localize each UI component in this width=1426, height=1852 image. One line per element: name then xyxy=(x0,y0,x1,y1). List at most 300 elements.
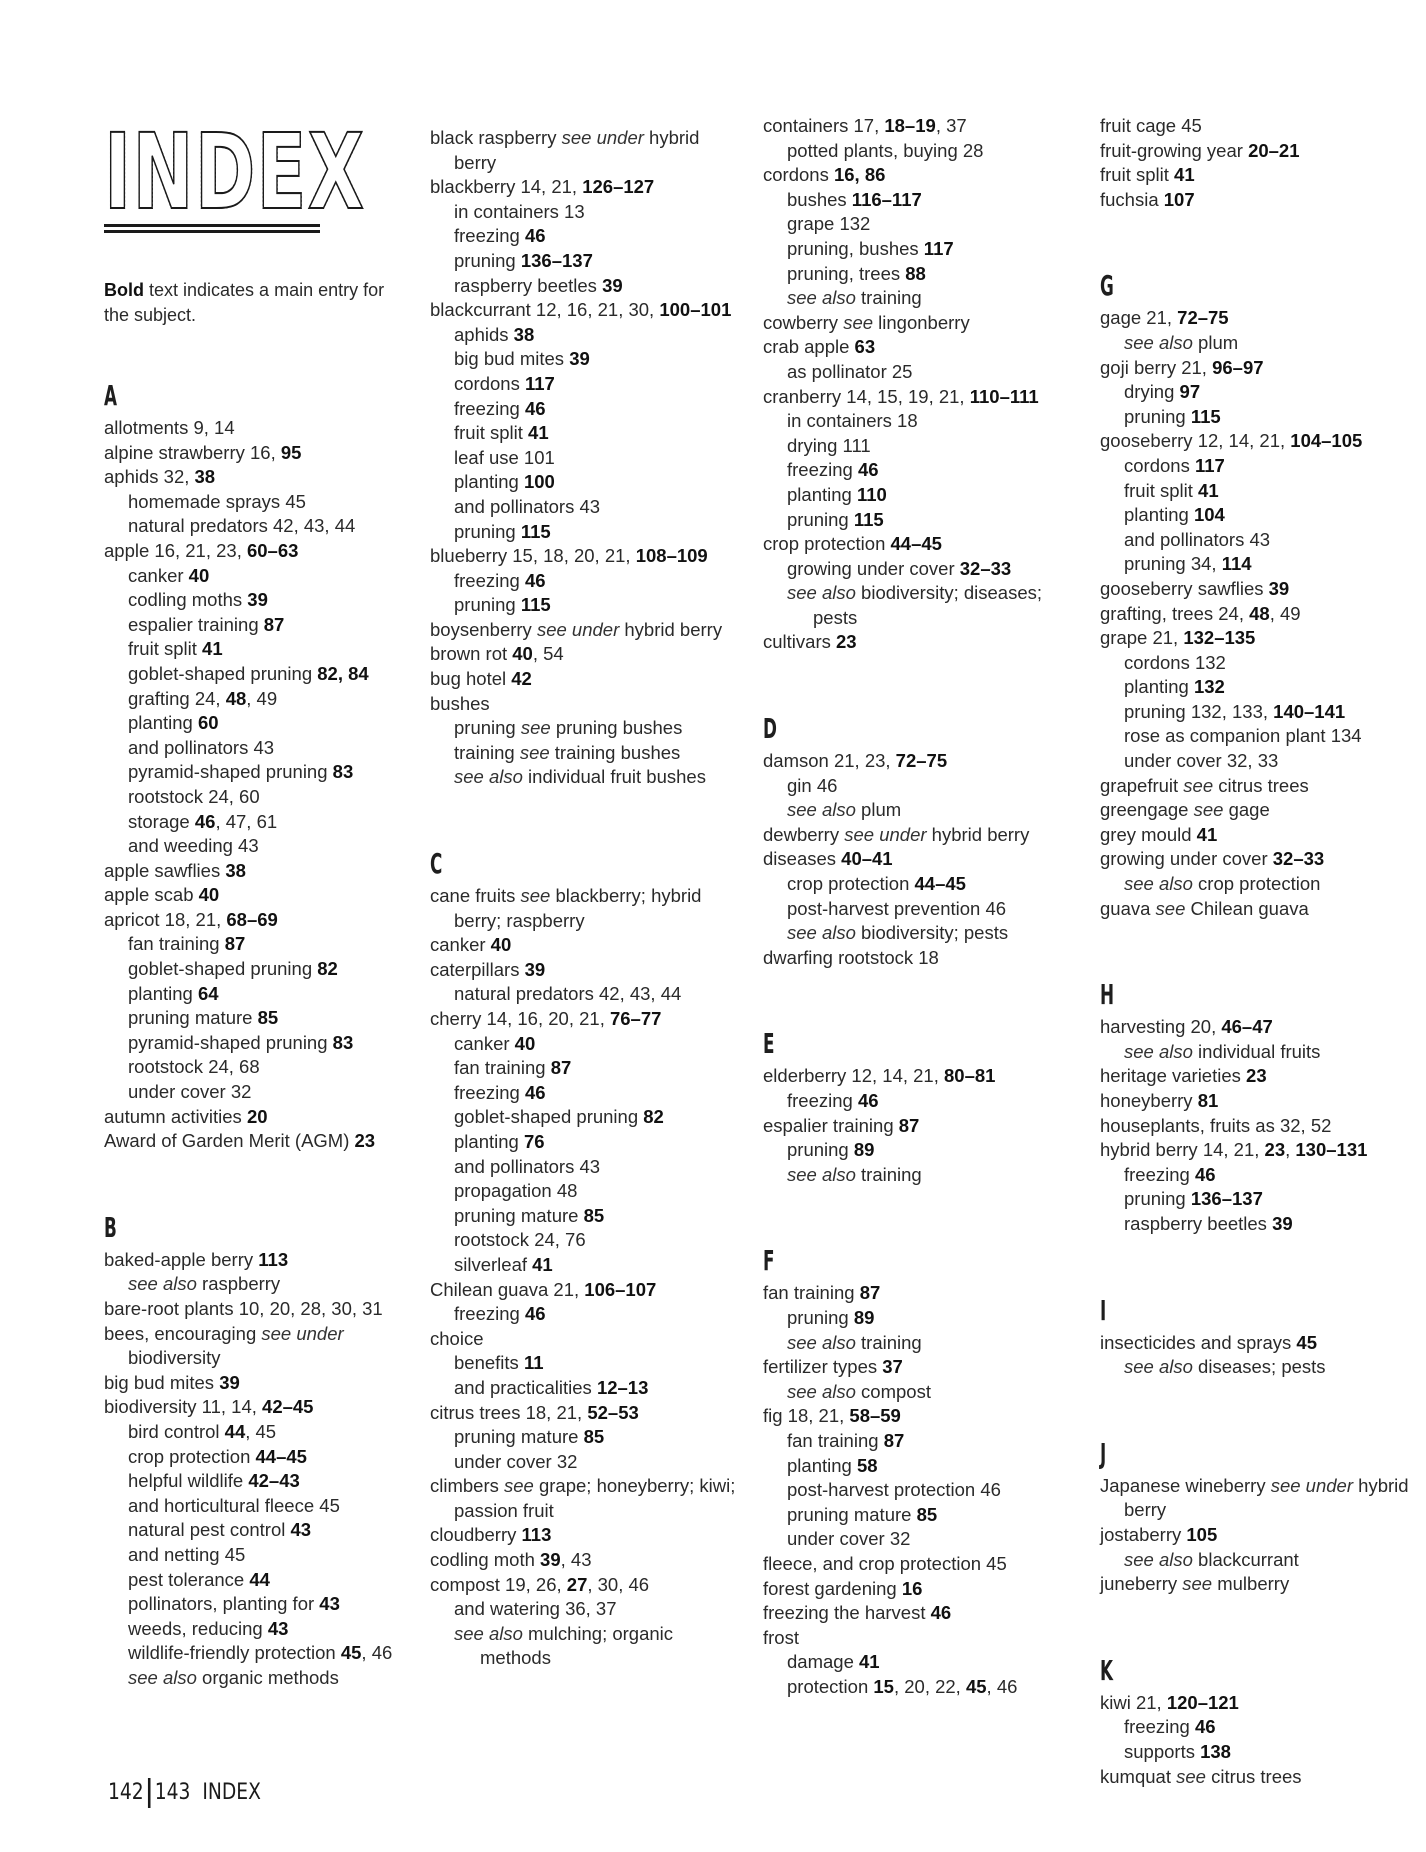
index-entry xyxy=(430,1474,740,1523)
index-entry xyxy=(430,667,740,692)
page-ref: 46 xyxy=(1194,1716,1216,1738)
page-ref: 136–137 xyxy=(1190,1188,1263,1210)
index-entry xyxy=(763,335,1073,360)
entry-text: cherry 14, 16, 20, 21, xyxy=(430,1008,610,1029)
entry-text-after: , 30, 46 xyxy=(587,1573,650,1595)
index-entry xyxy=(763,1404,1073,1429)
entry-text: Award of Garden Merit (AGM) xyxy=(104,1130,355,1152)
index-subentry xyxy=(430,741,740,766)
page-ref: 63 xyxy=(854,336,876,358)
page-ref: 41 xyxy=(859,1651,880,1673)
entry-text: fig 18, 21, xyxy=(763,1405,850,1427)
index-entry xyxy=(104,908,404,933)
page-ref: 40 xyxy=(198,884,220,906)
entry-text: silverleaf xyxy=(454,1253,533,1275)
index-section xyxy=(430,848,740,1671)
cross-reference: see xyxy=(1155,897,1186,919)
index-entry xyxy=(1100,188,1410,213)
entry-text: dewberry xyxy=(763,823,845,845)
index-entry xyxy=(430,175,740,200)
page-ref: 60–63 xyxy=(246,539,299,561)
page-ref: 23 xyxy=(1264,1139,1286,1161)
entry-text: freezing xyxy=(454,1303,525,1325)
index-subentry xyxy=(430,224,740,249)
index-entry xyxy=(1100,1064,1410,1089)
entry-text-after: , 47, 61 xyxy=(215,810,278,832)
index-entry xyxy=(763,823,1073,848)
index-subentry xyxy=(430,1056,740,1081)
index-entry xyxy=(104,1129,404,1154)
index-entry xyxy=(763,163,1073,188)
page-ref: 44–45 xyxy=(890,533,942,555)
cross-reference: see also xyxy=(454,766,523,788)
page-ref: 23 xyxy=(1246,1065,1267,1087)
index-subentry xyxy=(430,397,740,422)
index-section xyxy=(763,1028,1073,1187)
entry-text: fan training xyxy=(763,1282,860,1304)
index-subentry xyxy=(104,1080,404,1105)
entry-text: blackberry 14, 21, xyxy=(430,176,583,198)
page-ref: 46 xyxy=(194,810,216,832)
page-ref: 46 xyxy=(857,1090,879,1111)
index-entry xyxy=(763,1114,1073,1139)
entry-text-after: , 37 xyxy=(935,115,967,136)
index-subentry xyxy=(763,458,1073,483)
index-subentry xyxy=(430,1179,740,1204)
entry-text: damson 21, 23, xyxy=(763,750,896,772)
index-subentry xyxy=(430,372,740,397)
entry-text: apple sawflies xyxy=(104,859,226,881)
index-section xyxy=(763,1245,1073,1699)
cross-reference: see also xyxy=(128,1273,197,1295)
entry-text: storage xyxy=(128,810,195,832)
page-ref: 132 xyxy=(1193,676,1225,698)
entry-text: frost xyxy=(763,1626,799,1648)
entry-text: crop protection xyxy=(1192,873,1321,895)
entry-text: drying xyxy=(1124,381,1180,403)
entry-text: bird control xyxy=(128,1420,225,1442)
entry-text: as pollinator 25 xyxy=(787,360,913,382)
page-ref: 46 xyxy=(857,459,879,481)
entry-text: biodiversity 11, 14, xyxy=(104,1396,263,1418)
index-entry xyxy=(430,1278,740,1303)
page-ref: 87 xyxy=(550,1057,572,1079)
page-ref: 18–19 xyxy=(884,115,936,136)
index-subentry xyxy=(104,490,404,515)
page-ref: 96–97 xyxy=(1212,356,1264,378)
index-subentry xyxy=(763,1429,1073,1454)
index-entry xyxy=(763,847,1073,872)
page-ref: 85 xyxy=(583,1426,605,1448)
entry-text: and horticultural fleece 45 xyxy=(128,1494,340,1516)
index-entry xyxy=(430,1327,740,1352)
index-subentry xyxy=(104,1666,404,1691)
section-letter: H xyxy=(1100,978,1115,1012)
entry-text: blackcurrant 12, 16, 21, 30, xyxy=(430,299,660,321)
page-ref: 38 xyxy=(194,466,216,488)
entry-text: crop protection xyxy=(787,873,915,895)
entry-text: wildlife-friendly protection xyxy=(128,1642,341,1664)
index-subentry xyxy=(430,1032,740,1057)
index-entry xyxy=(430,958,740,983)
page-ref: 58–59 xyxy=(849,1405,901,1427)
index-entry xyxy=(1100,1015,1410,1040)
folio-divider xyxy=(148,1778,151,1808)
intro-text: text indicates a main entry for the subject. xyxy=(104,280,385,325)
entry-text-after: biodiversity xyxy=(128,1347,221,1369)
index-subentry xyxy=(763,774,1073,799)
page-ref: 115 xyxy=(520,594,551,616)
entry-text: under cover 32 xyxy=(454,1450,578,1472)
entry-text-after: , 46 xyxy=(986,1675,1018,1697)
index-entry xyxy=(430,933,740,958)
entry-text: fruit-growing year xyxy=(1100,139,1249,161)
index-subentry xyxy=(430,1105,740,1130)
entry-text: brown rot xyxy=(430,643,513,665)
index-subentry xyxy=(763,139,1073,164)
index-subentry xyxy=(1100,724,1410,749)
entry-text: pruning xyxy=(454,594,521,616)
index-subentry xyxy=(763,1306,1073,1331)
cross-reference: see also xyxy=(128,1666,197,1688)
index-subentry xyxy=(763,1503,1073,1528)
entry-text: bushes xyxy=(430,692,490,714)
index-subentry xyxy=(763,581,1073,630)
page-ref: 12–13 xyxy=(596,1376,649,1398)
index-subentry xyxy=(1100,1715,1410,1740)
entry-text: benefits xyxy=(454,1352,524,1374)
entry-text: boysenberry xyxy=(430,618,537,640)
footer-label: INDEX xyxy=(202,1780,261,1805)
entry-text: weeds, reducing xyxy=(128,1617,268,1639)
index-entry xyxy=(1100,114,1410,139)
page-ref: 116–117 xyxy=(851,188,922,210)
entry-text: damage xyxy=(787,1651,859,1673)
page-ref: 72–75 xyxy=(895,750,948,772)
entry-text: rootstock 24, 68 xyxy=(128,1056,260,1078)
entry-text: under cover 32, 33 xyxy=(1124,750,1279,772)
page-ref: 113 xyxy=(521,1524,552,1546)
entry-text: freezing xyxy=(454,225,525,247)
page-ref: 41 xyxy=(528,422,549,444)
page-ref: 113 xyxy=(258,1248,289,1270)
index-entry xyxy=(1100,1138,1410,1163)
index-entry xyxy=(430,1573,740,1598)
index-subentry xyxy=(1100,1355,1410,1380)
index-entry xyxy=(104,416,404,441)
index-entry xyxy=(104,1322,404,1371)
index-subentry xyxy=(763,1138,1073,1163)
entry-text: planting xyxy=(787,483,857,505)
page-ref: 42–43 xyxy=(248,1470,300,1492)
cross-reference: see also xyxy=(1124,873,1193,895)
page-ref: 41 xyxy=(202,638,223,660)
page-ref: 45 xyxy=(965,1675,987,1697)
page-ref: 15 xyxy=(873,1675,894,1697)
index-subentry xyxy=(430,323,740,348)
page-ref: 136–137 xyxy=(520,249,593,271)
index-entry xyxy=(1100,1765,1410,1790)
entry-text: raspberry beetles xyxy=(454,274,603,296)
index-subentry xyxy=(1100,331,1410,356)
index-subentry xyxy=(430,716,740,741)
index-entry xyxy=(763,1064,1073,1089)
page-ref: 115 xyxy=(520,520,551,542)
index-section xyxy=(104,380,404,1154)
page-ref: 41 xyxy=(1198,479,1219,501)
index-subentry xyxy=(104,932,404,957)
index-section xyxy=(1100,270,1410,921)
page-ref: 46 xyxy=(930,1602,952,1624)
index-section xyxy=(1100,1655,1410,1789)
entry-text: homemade sprays 45 xyxy=(128,490,306,512)
entry-text: freezing the harvest xyxy=(763,1602,931,1624)
index-entry xyxy=(1100,1691,1410,1716)
entry-text: grafting, trees 24, xyxy=(1100,602,1250,624)
entry-text: cordons xyxy=(1124,454,1195,476)
index-subentry xyxy=(763,1454,1073,1479)
cross-reference: see also xyxy=(787,922,856,944)
page-ref: 105 xyxy=(1186,1523,1218,1545)
entry-text: blackcurrant xyxy=(1192,1548,1299,1570)
page-ref: 52–53 xyxy=(587,1401,639,1423)
index-subentry xyxy=(763,1675,1073,1700)
entry-text: fruit split xyxy=(1124,479,1199,501)
index-entry xyxy=(763,1577,1073,1602)
section-letter: C xyxy=(430,847,443,881)
page-ref: 82 xyxy=(643,1106,664,1128)
index-subentry xyxy=(763,921,1073,946)
page-ref: 83 xyxy=(332,1031,354,1053)
index-entry xyxy=(1100,823,1410,848)
entry-text-after: blackberry; hybrid berry; raspberry xyxy=(454,885,702,931)
entry-text: espalier training xyxy=(763,1114,899,1136)
page-ref: 58 xyxy=(856,1454,878,1476)
entry-text: cordons xyxy=(454,372,525,394)
entry-text: cloudberry xyxy=(430,1524,522,1546)
page-ref: 87 xyxy=(898,1114,920,1136)
page-ref: 46 xyxy=(524,1303,546,1325)
page-ref: 110–111 xyxy=(969,385,1039,407)
page-ref: 44 xyxy=(249,1568,270,1590)
index-subentry xyxy=(763,557,1073,582)
entry-text: aphids 32, xyxy=(104,466,195,488)
index-section xyxy=(430,126,740,790)
page-ref: 117 xyxy=(524,372,555,394)
entry-text: leaf use 101 xyxy=(454,446,555,468)
entry-text: cordons xyxy=(763,164,834,186)
index-entry xyxy=(430,618,740,643)
section-letter: I xyxy=(1100,1293,1107,1327)
index-entry xyxy=(1100,626,1410,651)
index-subentry xyxy=(430,1376,740,1401)
index-entry xyxy=(430,642,740,667)
page-ref: 27 xyxy=(566,1573,588,1595)
entry-text: planting xyxy=(454,471,524,493)
entry-text: kiwi 21, xyxy=(1100,1691,1167,1713)
entry-text: and netting 45 xyxy=(128,1543,246,1565)
index-column-4 xyxy=(1100,114,1410,1847)
entry-text: protection xyxy=(787,1675,874,1697)
index-entry xyxy=(104,859,404,884)
index-subentry xyxy=(430,765,740,790)
entry-text: citrus trees 18, 21, xyxy=(430,1401,588,1423)
index-section xyxy=(104,1212,404,1691)
entry-text: plum xyxy=(1192,331,1239,353)
entry-text: freezing xyxy=(454,397,525,419)
page-ref: 81 xyxy=(1197,1090,1219,1111)
entry-text: pest tolerance xyxy=(128,1568,250,1590)
page-ref: 40 xyxy=(512,643,533,665)
index-subentry xyxy=(1100,1740,1410,1765)
page-ref: 46 xyxy=(1194,1163,1216,1185)
index-entry xyxy=(1100,1523,1410,1548)
entry-text: pruning mature xyxy=(454,1426,584,1448)
index-entry xyxy=(430,1401,740,1426)
entry-text: climbers xyxy=(430,1475,505,1497)
entry-text: freezing xyxy=(454,569,525,591)
entry-text: pyramid-shaped pruning xyxy=(128,761,333,783)
index-entry xyxy=(1100,163,1410,188)
page-ref: 20–21 xyxy=(1248,139,1300,161)
entry-text: apple 16, 21, 23, xyxy=(104,539,247,561)
page-ref: 37 xyxy=(882,1356,903,1378)
section-letter: F xyxy=(763,1244,775,1278)
page-ref: 107 xyxy=(1163,188,1195,210)
entry-text: canker xyxy=(128,564,189,586)
index-subentry xyxy=(763,409,1073,434)
index-subentry xyxy=(104,1543,404,1568)
entry-text: fruit split xyxy=(1100,164,1175,186)
entry-text: post-harvest prevention 46 xyxy=(787,897,1007,919)
index-entry xyxy=(763,1281,1073,1306)
index-subentry xyxy=(104,834,404,859)
index-entry xyxy=(104,1297,404,1322)
cross-reference: see also xyxy=(1124,1356,1193,1378)
index-subentry xyxy=(104,662,404,687)
page-ref: 104 xyxy=(1193,504,1225,526)
entry-text: pruning xyxy=(454,520,521,542)
entry-text: fan training xyxy=(454,1057,551,1079)
index-subentry xyxy=(763,188,1073,213)
section-letter: G xyxy=(1100,269,1114,303)
index-subentry xyxy=(430,1425,740,1450)
index-subentry xyxy=(104,982,404,1007)
section-letter: K xyxy=(1100,1653,1114,1687)
page-ref: 39 xyxy=(540,1549,561,1571)
index-subentry xyxy=(104,1006,404,1031)
cross-reference: see xyxy=(520,885,551,907)
index-entry xyxy=(1100,306,1410,331)
entry-text: goblet-shaped pruning xyxy=(128,958,318,980)
entry-text-after: pruning bushes xyxy=(550,717,683,739)
entry-text: bare-root plants 10, 20, 28, 30, 31 xyxy=(104,1298,383,1319)
index-subentry xyxy=(104,564,404,589)
index-subentry xyxy=(430,1228,740,1253)
entry-text-after: hybrid berry xyxy=(454,127,700,173)
entry-text-after: , 46 xyxy=(361,1642,393,1664)
entry-text: fruit cage 45 xyxy=(1100,115,1202,136)
page-ref: 45 xyxy=(340,1642,362,1664)
page-ref: 44–45 xyxy=(255,1445,307,1467)
page-ref: 46–47 xyxy=(1221,1016,1273,1038)
entry-text: freezing xyxy=(787,1090,858,1111)
entry-text: gage 21, xyxy=(1100,307,1178,329)
index-entry xyxy=(1100,356,1410,381)
intro-bold-word: Bold xyxy=(104,280,144,300)
section-letter: B xyxy=(104,1210,117,1244)
index-subentry xyxy=(763,508,1073,533)
cross-reference: see xyxy=(520,717,551,739)
index-entry xyxy=(430,692,740,717)
page-ref: 60 xyxy=(197,712,219,734)
entry-text: crop protection xyxy=(128,1445,256,1467)
index-subentry xyxy=(104,1420,404,1445)
index-subentry xyxy=(430,1302,740,1327)
page-ref: 87 xyxy=(263,613,285,635)
page-ref: 20 xyxy=(246,1105,268,1127)
entry-text: bushes xyxy=(787,188,852,210)
index-entry xyxy=(104,1371,404,1396)
index-subentry xyxy=(430,593,740,618)
index-subentry xyxy=(104,1518,404,1543)
entry-text: crab apple xyxy=(763,336,855,358)
entry-text-after: hybrid berry xyxy=(619,618,723,640)
entry-text: pruning xyxy=(454,717,521,739)
entry-text: alpine strawberry 16, xyxy=(104,441,281,463)
page-ref: 130–131 xyxy=(1295,1139,1368,1161)
index-subentry xyxy=(430,470,740,495)
index-subentry xyxy=(430,569,740,594)
index-subentry xyxy=(104,736,404,761)
page-ref: 106–107 xyxy=(584,1278,657,1300)
entry-text: fruit split xyxy=(128,638,203,660)
section-letter: J xyxy=(1100,1436,1107,1470)
index-subentry xyxy=(430,1351,740,1376)
entry-text: under cover 32 xyxy=(128,1081,252,1103)
page-ref: 41 xyxy=(1196,823,1218,845)
page-ref: 95 xyxy=(280,441,302,463)
cross-reference: see also xyxy=(787,1163,856,1185)
entry-text: planting xyxy=(128,712,198,734)
index-subentry xyxy=(1100,503,1410,528)
index-subentry xyxy=(104,588,404,613)
cross-reference: see xyxy=(504,1475,534,1497)
entry-text: heritage varieties xyxy=(1100,1065,1247,1087)
index-subentry xyxy=(104,1272,404,1297)
entry-text: and practicalities xyxy=(454,1376,597,1398)
entry-text: compost xyxy=(855,1380,931,1402)
index-subentry xyxy=(1100,675,1410,700)
page-ref: 11 xyxy=(523,1352,544,1374)
page-ref: 44 xyxy=(224,1420,246,1442)
section-letter: E xyxy=(763,1027,775,1061)
entry-text: gooseberry sawflies xyxy=(1100,577,1269,599)
index-subentry xyxy=(763,1527,1073,1552)
cross-reference: see xyxy=(519,741,550,763)
entry-text: training xyxy=(855,1331,922,1353)
cross-reference: see xyxy=(1182,1573,1213,1595)
entry-text: in containers 13 xyxy=(454,200,585,222)
entry-text-after: Chilean guava xyxy=(1185,897,1309,919)
index-entry xyxy=(1100,1474,1410,1523)
entry-text: goji berry 21, xyxy=(1100,356,1213,378)
index-subentry xyxy=(763,1331,1073,1356)
entry-text: pruning xyxy=(1124,1188,1191,1210)
page-ref: 115 xyxy=(853,508,884,530)
index-subentry xyxy=(1100,1040,1410,1065)
entry-text: drying 111 xyxy=(787,434,871,456)
